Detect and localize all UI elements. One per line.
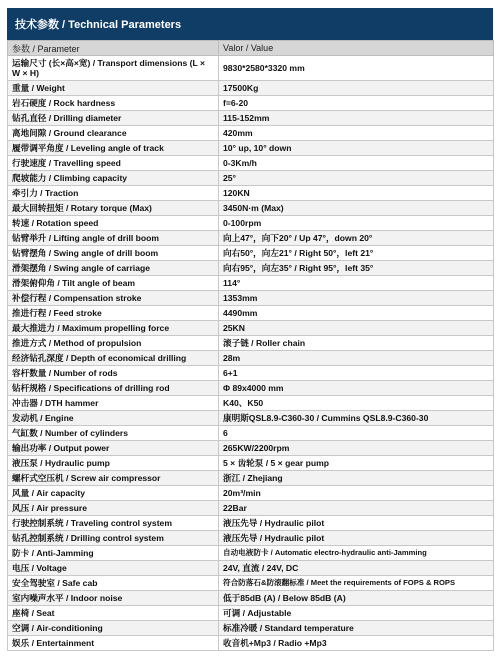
value-cell: 25KN: [219, 321, 494, 336]
value-cell: 9830*2580*3320 mm: [219, 56, 494, 81]
table-header-row: [8, 41, 494, 56]
parameter-cell: 重量 / Weight: [8, 81, 219, 96]
value-cell: 向右50°，向左21° / Right 50°，left 21°: [219, 246, 494, 261]
value-cell: 向右95°，向左35° / Right 95°，left 35°: [219, 261, 494, 276]
parameter-cell: 滑架摆角 / Swing angle of carriage: [8, 261, 219, 276]
parameter-cell: 钻杆规格 / Specifications of drilling rod: [8, 381, 219, 396]
value-cell: 6+1: [219, 366, 494, 381]
table-row: [8, 621, 494, 636]
value-cell: 液压先导 / Hydraulic pilot: [219, 516, 494, 531]
value-cell: 5 × 齿轮泵 / 5 × gear pump: [219, 456, 494, 471]
parameter-cell: 岩石硬度 / Rock hardness: [8, 96, 219, 111]
table-row: [8, 591, 494, 606]
table-row: [8, 141, 494, 156]
table-row: [8, 516, 494, 531]
parameter-cell: 行驶速度 / Travelling speed: [8, 156, 219, 171]
value-cell: 0-100rpm: [219, 216, 494, 231]
table-row: [8, 81, 494, 96]
table-row: [8, 171, 494, 186]
table-row: [8, 291, 494, 306]
parameter-cell: 爬坡能力 / Climbing capacity: [8, 171, 219, 186]
parameter-cell: 风压 / Air pressure: [8, 501, 219, 516]
parameter-cell: 输出功率 / Output power: [8, 441, 219, 456]
table-row: [8, 441, 494, 456]
table-row: [8, 156, 494, 171]
table-row: [8, 501, 494, 516]
parameter-cell: 经济钻孔深度 / Depth of economical drilling: [8, 351, 219, 366]
table-row: [8, 276, 494, 291]
parameter-cell: 钻孔控制系统 / Drilling control system: [8, 531, 219, 546]
table-row: [8, 606, 494, 621]
value-cell: 28m: [219, 351, 494, 366]
parameter-cell: 行驶控制系统 / Traveling control system: [8, 516, 219, 531]
parameter-cell: 离地间隙 / Ground clearance: [8, 126, 219, 141]
parameter-cell: 转速 / Rotation speed: [8, 216, 219, 231]
value-cell: 24V, 直流 / 24V, DC: [219, 561, 494, 576]
value-cell: 标准冷暖 / Standard temperature: [219, 621, 494, 636]
table-row: [8, 186, 494, 201]
value-cell: Φ 89x4000 mm: [219, 381, 494, 396]
table-row: [8, 411, 494, 426]
parameter-cell: 电压 / Voltage: [8, 561, 219, 576]
section-header: [7, 8, 493, 40]
parameter-cell: 娱乐 / Entertainment: [8, 636, 219, 651]
value-cell: 120KN: [219, 186, 494, 201]
parameter-cell: 牵引力 / Traction: [8, 186, 219, 201]
table-row: [8, 546, 494, 561]
table-row: [8, 351, 494, 366]
value-cell: 10° up, 10° down: [219, 141, 494, 156]
value-cell: f=6-20: [219, 96, 494, 111]
parameters-table: [7, 40, 494, 651]
value-cell: 向上47°，向下20° / Up 47°，down 20°: [219, 231, 494, 246]
table-row: [8, 426, 494, 441]
value-cell: 265KW/2200rpm: [219, 441, 494, 456]
value-cell: 3450N·m (Max): [219, 201, 494, 216]
value-cell: 114°: [219, 276, 494, 291]
value-cell: 6: [219, 426, 494, 441]
parameter-cell: 空调 / Air-conditioning: [8, 621, 219, 636]
value-cell: 0-3Km/h: [219, 156, 494, 171]
parameter-cell: 补偿行程 / Compensation stroke: [8, 291, 219, 306]
parameter-cell: 滑架俯仰角 / Tilt angle of beam: [8, 276, 219, 291]
table-row: [8, 321, 494, 336]
value-cell: 20m³/min: [219, 486, 494, 501]
table-row: [8, 111, 494, 126]
parameter-cell: 钻臂摆角 / Swing angle of drill boom: [8, 246, 219, 261]
parameter-cell: 运输尺寸 (长×高×宽) / Transport dimensions (L × W × H): [8, 56, 219, 81]
table-row: [8, 576, 494, 591]
table-row: [8, 381, 494, 396]
value-cell: 自动电液防卡 / Automatic electro-hydraulic anti-Jamming: [219, 546, 494, 561]
parameter-cell: 安全驾驶室 / Safe cab: [8, 576, 219, 591]
table-row: [8, 201, 494, 216]
value-cell: 收音机+Mp3 / Radio +Mp3: [219, 636, 494, 651]
parameter-cell: 钻臂举升 / Lifting angle of drill boom: [8, 231, 219, 246]
value-cell: 符合防落石&防滚翻标准 / Meet the requirements of FOPS & ROPS: [219, 576, 494, 591]
table-row: [8, 216, 494, 231]
section-title: 技术参数 / Technical Parameters: [15, 19, 182, 31]
table-row: [8, 636, 494, 651]
column-header-value: Valor / Value: [219, 41, 494, 56]
table-row: [8, 246, 494, 261]
parameter-cell: 气缸数 / Number of cylinders: [8, 426, 219, 441]
value-cell: 浙江 / Zhejiang: [219, 471, 494, 486]
value-cell: 滚子链 / Roller chain: [219, 336, 494, 351]
parameter-cell: 容杆数量 / Number of rods: [8, 366, 219, 381]
parameter-cell: 钻孔直径 / Drilling diameter: [8, 111, 219, 126]
table-row: [8, 96, 494, 111]
table-row: [8, 231, 494, 246]
table-row: [8, 336, 494, 351]
value-cell: 低于85dB (A) / Below 85dB (A): [219, 591, 494, 606]
value-cell: 22Bar: [219, 501, 494, 516]
value-cell: K40、K50: [219, 396, 494, 411]
value-cell: 4490mm: [219, 306, 494, 321]
parameter-cell: 发动机 / Engine: [8, 411, 219, 426]
value-cell: 康明斯QSL8.9-C360-30 / Cummins QSL8.9-C360-30: [219, 411, 494, 426]
table-row: [8, 366, 494, 381]
value-cell: 17500Kg: [219, 81, 494, 96]
parameter-cell: 液压泵 / Hydraulic pump: [8, 456, 219, 471]
parameter-cell: 推进方式 / Method of propulsion: [8, 336, 219, 351]
spec-sheet: [7, 8, 493, 651]
value-cell: 25°: [219, 171, 494, 186]
table-row: [8, 471, 494, 486]
parameter-cell: 室内噪声水平 / Indoor noise: [8, 591, 219, 606]
parameter-cell: 推进行程 / Feed stroke: [8, 306, 219, 321]
parameter-cell: 履带调平角度 / Leveling angle of track: [8, 141, 219, 156]
table-row: [8, 561, 494, 576]
value-cell: 115-152mm: [219, 111, 494, 126]
table-row: [8, 56, 494, 81]
value-cell: 液压先导 / Hydraulic pilot: [219, 531, 494, 546]
table-row: [8, 261, 494, 276]
column-header-parameter: 参数 / Parameter: [8, 41, 219, 56]
table-row: [8, 531, 494, 546]
table-row: [8, 456, 494, 471]
parameter-cell: 最大推进力 / Maximum propelling force: [8, 321, 219, 336]
parameter-cell: 冲击器 / DTH hammer: [8, 396, 219, 411]
table-row: [8, 486, 494, 501]
value-cell: 可调 / Adjustable: [219, 606, 494, 621]
value-cell: 1353mm: [219, 291, 494, 306]
parameter-cell: 防卡 / Anti-Jamming: [8, 546, 219, 561]
parameter-cell: 风量 / Air capacity: [8, 486, 219, 501]
table-row: [8, 306, 494, 321]
parameter-cell: 最大回转扭矩 / Rotary torque (Max): [8, 201, 219, 216]
parameter-cell: 螺杆式空压机 / Screw air compressor: [8, 471, 219, 486]
table-row: [8, 396, 494, 411]
value-cell: 420mm: [219, 126, 494, 141]
table-row: [8, 126, 494, 141]
parameter-cell: 座椅 / Seat: [8, 606, 219, 621]
